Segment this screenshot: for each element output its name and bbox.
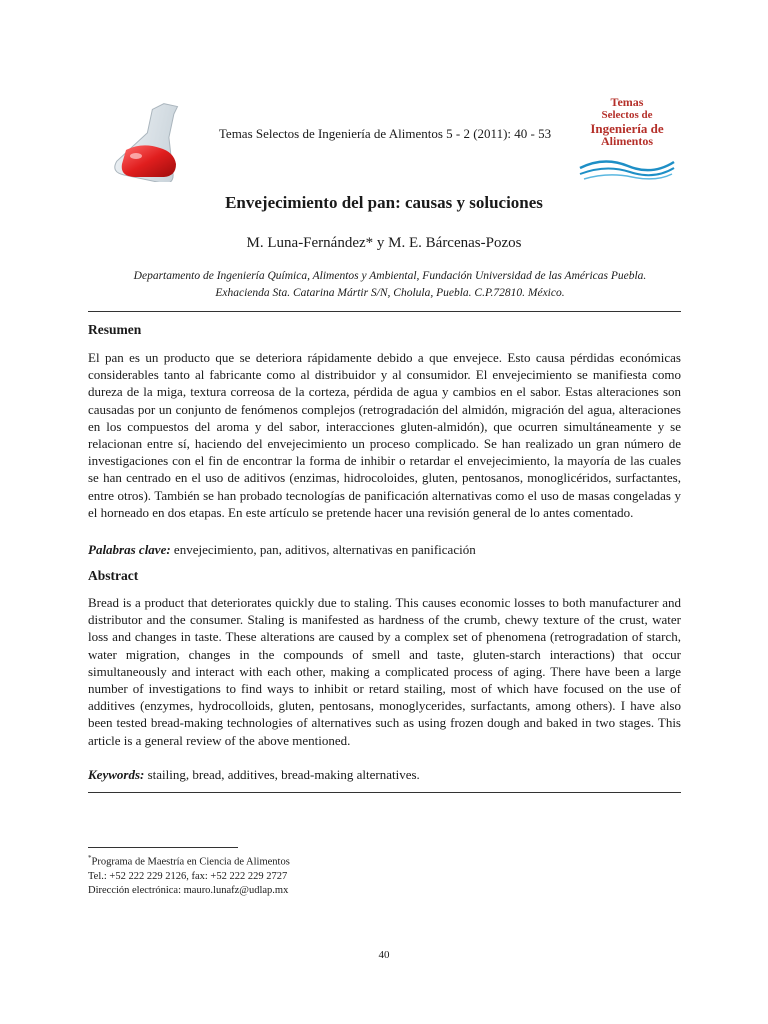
palabras-clave xyxy=(88,541,681,558)
footnote xyxy=(88,851,290,898)
page-number: 40 xyxy=(378,949,390,961)
logo-line-1: Temas xyxy=(610,95,644,109)
paper-authors: M. Luna-Fernández* y M. E. Bárcenas-Pozos xyxy=(246,235,522,251)
footnote-rule xyxy=(88,847,238,848)
logo-line-2: Selectos de xyxy=(601,109,653,121)
journal-logo xyxy=(574,96,680,188)
footnote-line-3: Dirección electrónica: mauro.lunafz@udlap.mx xyxy=(88,884,289,896)
logo-line-3: Ingeniería de xyxy=(590,121,664,136)
journal-citation: Temas Selectos de Ingeniería de Alimentos 5 - 2 (2011): 40 - 53 xyxy=(218,126,552,141)
flask-image xyxy=(112,100,184,182)
resumen-text: El pan es un producto que se deteriora rápidamente debido a que envejece. Esto causa pérdidas económicas considerables tanto al fabricante como al distribuidor y al consumidor. El envejecimiento se manifiesta como dureza de la miga, textura correosa de la corteza, pérdida de agua y cambios en el sabor. Estas alteraciones son causadas por un conjunto de fenómenos complejos (retrogradación del almidón, migración del agua, alteraciones en los compuestos del aroma y del sabor, interacciones gluten-almidón), que ocurren simultáneamente y se relacionan entre sí, haciendo del envejecimiento un proceso complicado. Se han realizado un gran número de investigaciones con el fin de encontrar la forma de inhibir o retardar el envejecimiento, la mayoría de las cuales se han centrado en el uso de aditivos (enzimas, hidrocoloides, gluten, pentosanos, monoglicéridos, surfactantes, entre otros). También se han probado tecnologías de panificación alternativas como el uso de masas congeladas y el horneado en dos etapas. En este artículo se pretende hacer una revisión general de lo antes comentado. xyxy=(88,350,681,520)
keywords xyxy=(88,766,681,783)
keywords-label: Keywords: xyxy=(88,767,145,782)
palabras-clave-text: envejecimiento, pan, aditivos, alternativas en panificación xyxy=(170,542,476,557)
affiliation xyxy=(90,268,690,302)
footnote-line-2: Tel.: +52 222 229 2126, fax: +52 222 229 2727 xyxy=(88,870,288,882)
abstract-heading: Abstract xyxy=(88,568,139,583)
footnote-line-1: *Programa de Maestría en Ciencia de Alimentos xyxy=(88,854,290,868)
affiliation-line-2: Exhacienda Sta. Catarina Mártir S/N, Cholula, Puebla. C.P.72810. México. xyxy=(215,287,565,299)
affiliation-line-1: Departamento de Ingeniería Química, Alimentos y Ambiental, Fundación Universidad de las Américas Puebla. xyxy=(133,270,647,282)
logo-line-4: Alimentos xyxy=(601,134,653,148)
wave-icon xyxy=(578,152,676,184)
footnote-mark: * xyxy=(88,854,92,862)
abstract-text: Bread is a product that deteriorates quickly due to staling. This causes economic losses to both manufacturer and distributor and the consumer. Staling is manifested as hardness of the crumb, chewy texture of the crust, water loss and changes in taste. These alterations are caused by a complex set of phenomena (retrogradation of starch, water migration, changes in the compounds of smell and taste, gluten-starch interactions) that occur simultaneously and interact with each other, making a complicated process of aging. There have been a large number of investigations to find ways to inhibit or retard stailing, most of which have focused on the use of additives (enzymes, hydrocolloids, gluten, pentosans, monoglycerides, surfactants, among others). I have also been tested bread-making technologies of alternatives such as using frozen dough and baked in two stages. This article is a general review of the above mentioned. xyxy=(88,595,681,748)
divider-top xyxy=(88,311,681,312)
paper-title: Envejecimiento del pan: causas y soluciones xyxy=(225,193,543,212)
divider-bottom xyxy=(88,792,681,793)
palabras-clave-label: Palabras clave: xyxy=(88,542,171,557)
keywords-text: stailing, bread, additives, bread-making alternatives. xyxy=(144,767,420,782)
resumen-heading: Resumen xyxy=(88,322,142,337)
